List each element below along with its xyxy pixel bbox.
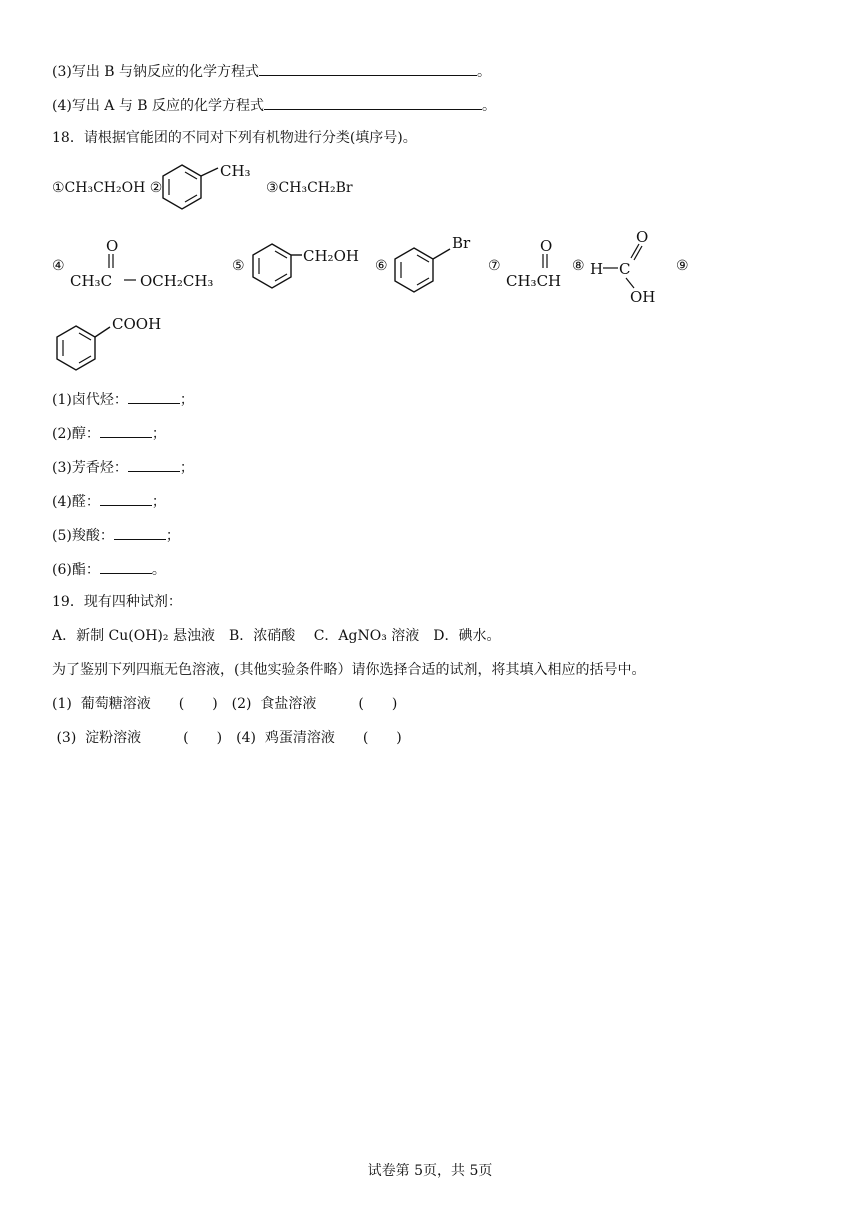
sub-end: ； xyxy=(165,528,180,544)
sub-end: 。 xyxy=(151,562,166,578)
sub-end: ； xyxy=(179,460,194,476)
answer-blank[interactable] xyxy=(100,491,152,506)
compound-2-toluene xyxy=(158,160,256,216)
carboxyl-carbon: C xyxy=(619,260,631,278)
compound-7-acetaldehyde xyxy=(504,234,576,294)
bromo-label: Br xyxy=(452,234,471,252)
sub-end: ； xyxy=(179,392,194,408)
answer-blank[interactable] xyxy=(264,95,482,110)
label-7: ⑦ xyxy=(488,258,501,274)
formyl-hydrogen: H xyxy=(590,260,604,278)
q18-sub-6 xyxy=(52,559,166,579)
carbonyl-oxygen: O xyxy=(106,237,119,255)
label-6: ⑥ xyxy=(375,258,388,274)
q18-sub-1 xyxy=(52,389,194,409)
answer-blank[interactable] xyxy=(128,389,180,404)
q18-sub-2 xyxy=(52,423,166,443)
q17-part3 xyxy=(52,61,491,81)
compound-3: ③CH₃CH₂Br xyxy=(266,180,353,196)
acyl-group: CH₃C xyxy=(70,272,113,290)
q17-part4-end: 。 xyxy=(482,98,497,114)
hydroxyl-group: OH xyxy=(630,288,656,304)
q18-sub-5 xyxy=(52,525,180,545)
ethoxy-group: OCH₂CH₃ xyxy=(140,272,214,290)
q19-options: A．新制 Cu(OH)₂ 悬浊液 B．浓硝酸 C．AgNO₃ 溶液 D．碘水。 xyxy=(52,628,501,644)
q19-row-2: (3) 淀粉溶液 ( ) (4) 鸡蛋清溶液 ( ) xyxy=(52,730,402,746)
carboxyl-group: COOH xyxy=(112,315,162,333)
q18-stem: 18．请根据官能团的不同对下列有机物进行分类(填序号)。 xyxy=(52,130,417,146)
carboxyl-oxygen: O xyxy=(636,228,649,246)
sub-label: (6)酯： xyxy=(52,562,100,578)
sub-label: (2)醇： xyxy=(52,426,100,442)
q18-sub-3 xyxy=(52,457,194,477)
compound-6-bromobenzene xyxy=(390,232,480,298)
methyl-label: CH₃ xyxy=(220,162,251,180)
q17-part4-text: (4)写出 A 与 B 反应的化学方程式 xyxy=(52,98,265,114)
label-5: ⑤ xyxy=(232,258,245,274)
compound-9-benzoic-acid xyxy=(52,314,182,378)
compound-1: ①CH₃CH₂OH ② xyxy=(52,180,163,196)
sub-end: ； xyxy=(151,426,166,442)
sub-label: (1)卤代烃： xyxy=(52,392,128,408)
q18-sub-4 xyxy=(52,491,166,511)
answer-blank[interactable] xyxy=(128,457,180,472)
q19-row-1: (1) 葡萄糖溶液 ( ) (2) 食盐溶液 ( ) xyxy=(52,696,398,712)
sub-label: (4)醛： xyxy=(52,494,100,510)
page-footer: 试卷第 5页，共 5页 xyxy=(367,1163,493,1179)
label-8: ⑧ xyxy=(572,258,585,274)
q19-stem: 19．现有四种试剂： xyxy=(52,594,182,610)
answer-blank[interactable] xyxy=(100,559,152,574)
q19-instruction: 为了鉴别下列四瓶无色溶液，(其他实验条件略）请你选择合适的试剂，将其填入相应的括号中。 xyxy=(52,662,646,678)
sub-label: (3)芳香烃： xyxy=(52,460,128,476)
answer-blank[interactable] xyxy=(114,525,166,540)
compound-8-formic-acid xyxy=(588,228,678,304)
aldehyde-formula: CH₃CH xyxy=(506,272,562,290)
label-4: ④ xyxy=(52,258,65,274)
sub-end: ； xyxy=(151,494,166,510)
answer-blank[interactable] xyxy=(100,423,152,438)
hydroxymethyl-group: CH₂OH xyxy=(303,247,359,265)
compound-5-benzyl-alcohol xyxy=(248,236,368,294)
compound-4-ethyl-acetate xyxy=(68,234,228,294)
sub-label: (5)羧酸： xyxy=(52,528,114,544)
q17-part4 xyxy=(52,95,496,115)
aldehyde-oxygen: O xyxy=(540,237,553,255)
q17-part3-text: (3)写出 B 与钠反应的化学方程式 xyxy=(52,64,260,80)
answer-blank[interactable] xyxy=(259,61,477,76)
label-9: ⑨ xyxy=(676,258,689,274)
q17-part3-end: 。 xyxy=(477,64,492,80)
